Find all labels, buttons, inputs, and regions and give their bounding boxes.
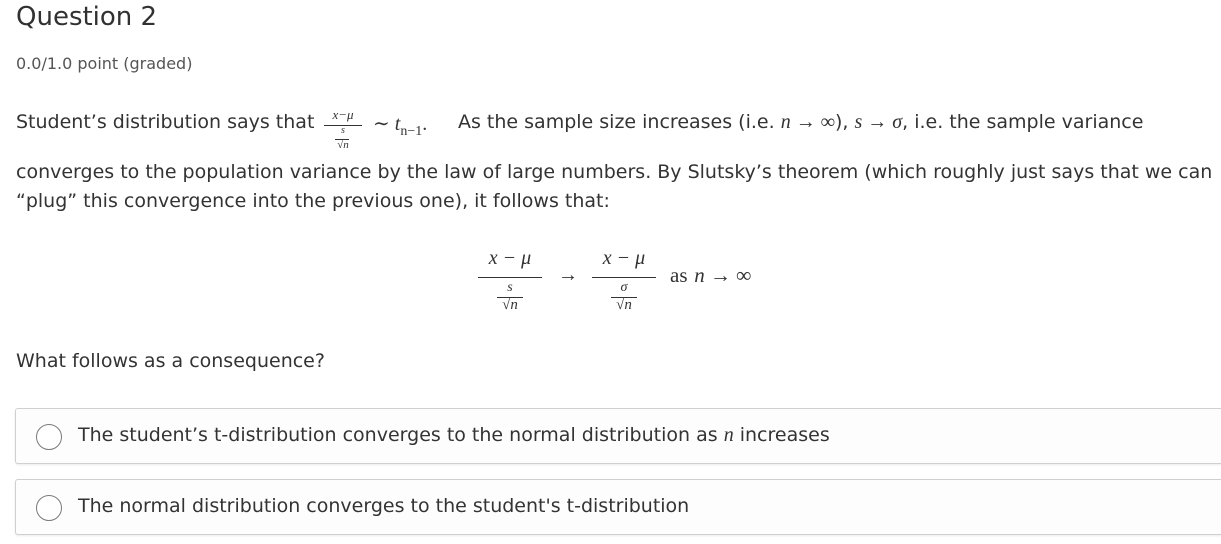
radio-button-1[interactable] bbox=[36, 424, 62, 450]
question-title: Question 2 bbox=[16, 2, 158, 32]
problem-text-line-1-tail bbox=[458, 111, 1143, 134]
period: . bbox=[422, 113, 428, 135]
answer-option-2-label[interactable]: The normal distribution converges to the student's t-distribution bbox=[78, 495, 690, 517]
problem-text-line-2: converges to the population variance by the law of large numbers. By Slutsky’s theorem (which roughly just says that we can bbox=[16, 161, 1213, 183]
limit-s-math: s → σ bbox=[854, 111, 903, 133]
answer-option-2[interactable] bbox=[15, 479, 1221, 535]
problem-text-lead: Student’s distribution says that bbox=[16, 111, 315, 133]
text-sample-size: As the sample size increases (i.e. bbox=[458, 111, 775, 133]
inline-fraction-numerator: x−μ bbox=[332, 107, 354, 122]
t-symbol: ∼ t bbox=[373, 113, 401, 135]
display-limit-math: n → ∞ bbox=[694, 263, 752, 287]
display-limit bbox=[670, 263, 751, 288]
display-right-fraction bbox=[586, 247, 662, 317]
inline-fraction-sqrt-n: √n bbox=[337, 139, 349, 151]
option-1-text-end: increases bbox=[739, 424, 830, 446]
left-sqrt-n: √n bbox=[502, 297, 518, 313]
problem-text-line-3: “plug” this convergence into the previous one), it follows that: bbox=[16, 190, 610, 212]
inline-fraction bbox=[319, 107, 367, 159]
answer-option-1-label[interactable] bbox=[78, 424, 830, 447]
display-left-fraction bbox=[472, 247, 548, 317]
question-prompt: What follows as a consequence? bbox=[16, 350, 325, 372]
problem-text-line-1 bbox=[16, 111, 314, 133]
right-numerator: x − μ bbox=[602, 247, 646, 269]
t-subscript: n−1 bbox=[400, 124, 423, 139]
fraction-bar bbox=[478, 277, 542, 278]
fraction-bar bbox=[592, 277, 656, 278]
left-denominator-s: s bbox=[507, 280, 513, 295]
answer-option-1[interactable] bbox=[15, 408, 1221, 464]
right-sqrt-n: √n bbox=[616, 297, 632, 313]
option-1-text: The student’s t-distribution converges to the normal distribution as bbox=[78, 424, 718, 446]
limit-n-math: n → ∞ bbox=[780, 111, 835, 133]
text-sample-variance: , i.e. the sample variance bbox=[902, 111, 1144, 133]
right-denominator-sigma: σ bbox=[620, 280, 628, 295]
option-1-var-n: n bbox=[723, 424, 734, 446]
t-distribution-math bbox=[373, 111, 427, 140]
as-text: as bbox=[670, 263, 688, 287]
text-paren: ), bbox=[834, 111, 849, 133]
left-numerator: x − μ bbox=[488, 247, 532, 269]
points-status: 0.0/1.0 point (graded) bbox=[16, 54, 193, 73]
radio-button-2[interactable] bbox=[36, 495, 62, 521]
converges-arrow: → bbox=[558, 264, 578, 286]
inline-fraction-s: s bbox=[341, 125, 345, 136]
